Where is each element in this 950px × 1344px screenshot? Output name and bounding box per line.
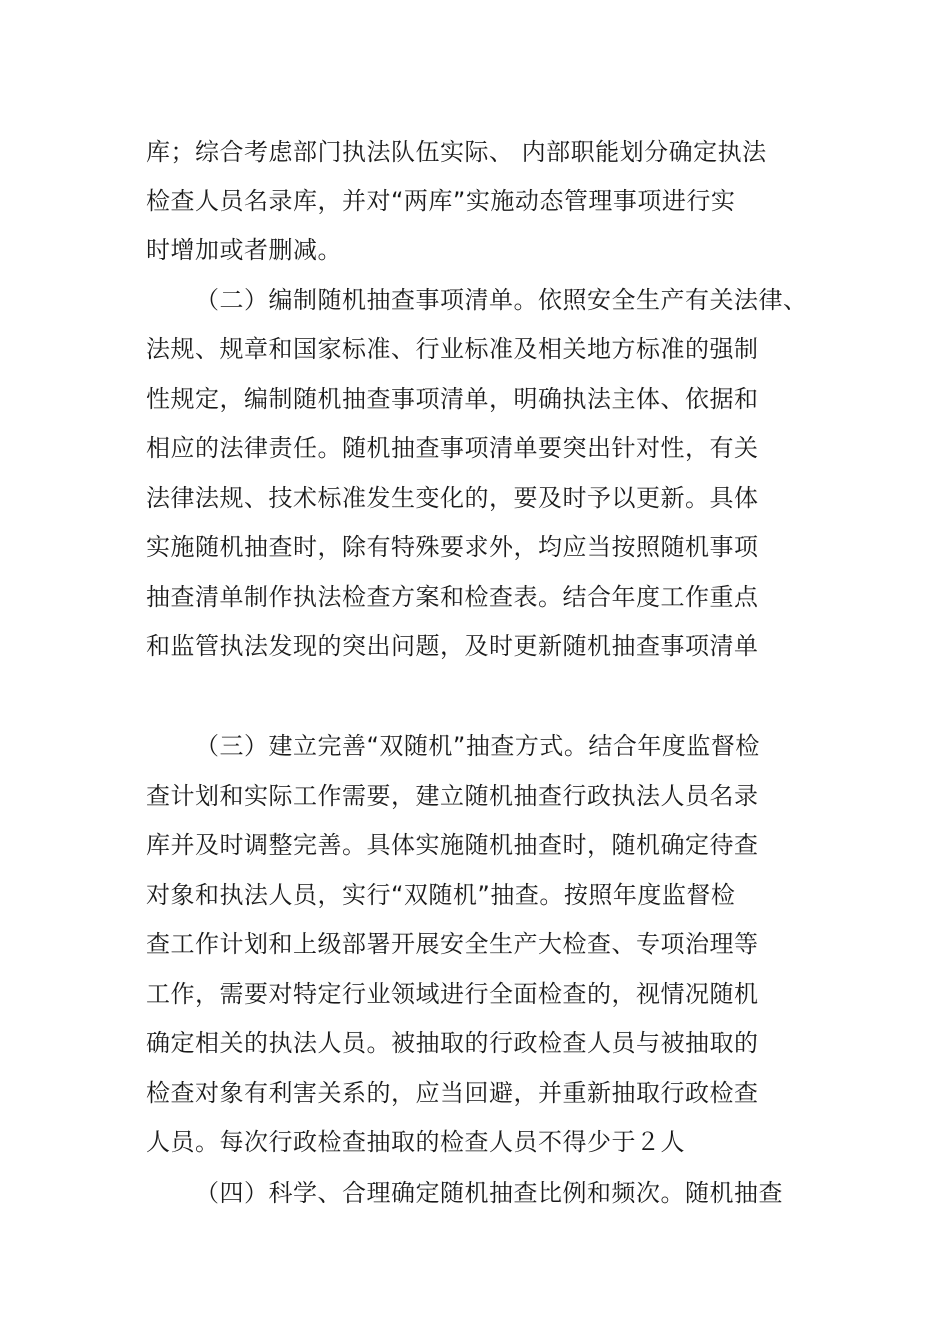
text-line: 和监管执法发现的突出问题，及时更新随机抽查事项清单 xyxy=(146,632,759,660)
text-line: 法规、规章和国家标准、行业标准及相关地方标准的强制 xyxy=(146,335,759,363)
text-line: 查工作计划和上级部署开展安全生产大检查、专项治理等 xyxy=(146,930,759,958)
text-line: 性规定，编制随机抽查事项清单，明确执法主体、依据和 xyxy=(146,385,759,413)
text-line: 查计划和实际工作需要，建立随机抽查行政执法人员名录 xyxy=(146,782,759,810)
text-line: 时增加或者删减。 xyxy=(146,236,342,264)
text-line: 库并及时调整完善。具体实施随机抽查时，随机确定待查 xyxy=(146,831,759,859)
text-line: 库；综合考虑部门执法队伍实际、 内部职能划分确定执法 xyxy=(146,138,767,166)
text-line: （二）编制随机抽查事项清单。依照安全生产有关法律、 xyxy=(195,286,808,314)
text-line: 相应的法律责任。随机抽查事项清单要突出针对性，有关 xyxy=(146,434,759,462)
text-line: 法律法规、技术标准发生变化的，要及时予以更新。具体 xyxy=(146,484,759,512)
text-line: 工作，需要对特定行业领域进行全面检查的，视情况随机 xyxy=(146,980,759,1008)
text-line: 实施随机抽查时，除有特殊要求外，均应当按照随机事项 xyxy=(146,533,759,561)
text-line: 抽查清单制作执法检查方案和检查表。结合年度工作重点 xyxy=(146,583,759,611)
text-line: 确定相关的执法人员。被抽取的行政检查人员与被抽取的 xyxy=(146,1029,759,1057)
text-line: （四）科学、合理确定随机抽查比例和频次。随机抽查 xyxy=(195,1179,783,1207)
text-line: 检查人员名录库，并对“两库”实施动态管理事项进行实 xyxy=(146,187,736,215)
text-line: 检查对象有利害关系的，应当回避，并重新抽取行政检查 xyxy=(146,1079,759,1107)
text-line: 对象和执法人员，实行“双随机”抽查。按照年度监督检 xyxy=(146,881,736,909)
text-line: （三）建立完善“双随机”抽查方式。结合年度监督检 xyxy=(195,732,760,760)
text-line: 人员。每次行政检查抽取的检查人员不得少于２人 xyxy=(146,1128,685,1156)
